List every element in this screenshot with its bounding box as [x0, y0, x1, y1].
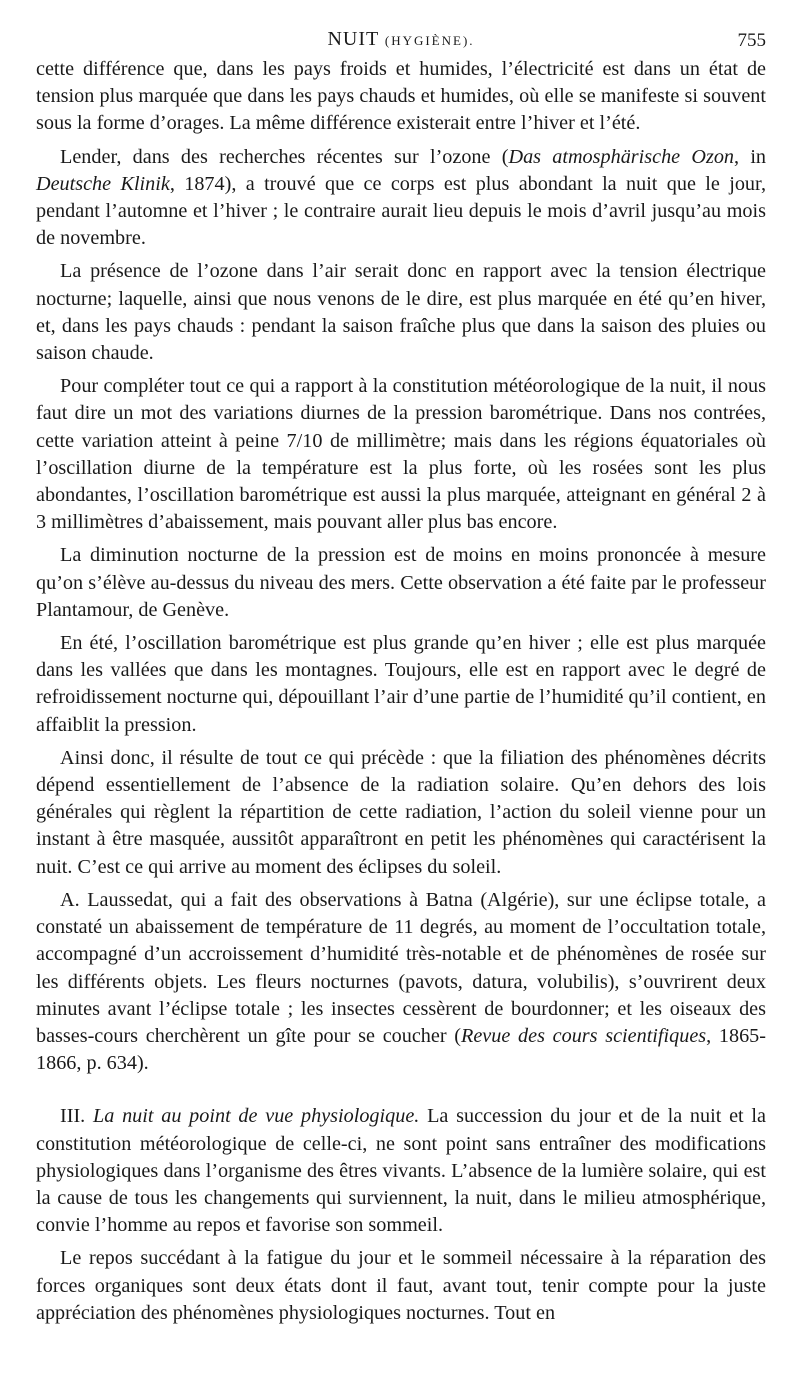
page-header — [36, 26, 766, 56]
paragraph: La diminution nocturne de la pression est de moins en moins prononcée à mesure qu’on s’élève au-dessus du niveau des mers. Cette observation a été faite par le professeur Plantamour, de Genève. — [36, 544, 766, 621]
running-title — [36, 28, 766, 51]
paragraph: En été, l’oscillation barométrique est plus grande qu’en hiver ; elle est plus marquée dans les vallées que dans les montagnes. Toujours, elle est en rapport avec le degré de refroidissement nocturne qui, dépouillant l’air d’une partie de l’humidité qu’il contient, en affaiblit la pression. — [36, 632, 766, 736]
citation-title: Deutsche Klinik — [36, 172, 170, 195]
paragraph: Ainsi donc, il résulte de tout ce qui précède : que la filiation des phénomènes décrits dépend essentiellement de l’absence de la radiation solaire. Qu’en dehors des lois générales qui règlent la répartition de cette radiation, l’action du soleil vienne pour un instant à être masquée, aussitôt apparaîtront en petit les phénomènes qui caractérisent la nuit. C’est ce qui arrive au moment des éclipses du soleil. — [36, 746, 766, 878]
book-page — [36, 26, 766, 1333]
section-heading-paragraph: III. La nuit au point de vue physiologique. La succession du jour et de la nuit et la constitution météorologique de celle-ci, ne sont point sans entraîner des modifications physiologiques dans l’organisme des êtres vivants. L’absence de la lumière solaire, qui est la cause de tous les changements qui surviennent, la nuit, dans le milieu atmosphérique, convie l’homme au repos et favorise son sommeil. — [36, 1105, 766, 1237]
paragraph: cette différence que, dans les pays froids et humides, l’électricité est dans un état de tension plus marquée que dans les pays chauds et humides, où elle se manifeste si souvent sous la forme d’orages. La même différence existerait entre l’hiver et l’été. — [36, 58, 766, 135]
citation-title: Revue des cours scientifiques — [461, 1024, 707, 1047]
running-title-subtitle: (HYGIÈNE). — [384, 33, 475, 48]
paragraph: La présence de l’ozone dans l’air serait donc en rapport avec la tension électrique nocturne; laquelle, ainsi que nous venons de le dire, est plus marquée en été qu’en hiver, et, dans les pays chauds : pendant la saison fraîche plus que dans la saison des pluies ou saison chaude. — [36, 260, 766, 365]
paragraph: Pour compléter tout ce qui a rapport à la constitution météorologique de la nuit, il nous faut dire un mot des variations diurnes de la pression barométrique. Dans nos contrées, cette variation atteint à peine 7/10 de millimètre; mais dans les régions équatoriales où l’oscillation diurne de la température est la plus forte, où les rosées sont les plus abondantes, l’oscillation barométrique est aussi la plus marquée, atteignant en général 2 à 3 millimètres d’abaissement, mais pouvant aller plus bas encore. — [36, 375, 766, 534]
paragraph: Lender, dans des recherches récentes sur l’ozone (Das atmosphärische Ozon, in Deutsche Klinik, 1874), a trouvé que ce corps est plus abondant la nuit que le jour, pendant l’automne et l’hiver ; le contraire aurait lieu depuis le mois d’avril jusqu’au mois de novembre. — [36, 145, 767, 250]
page-number: 755 — [737, 30, 766, 51]
paragraph: Le repos succédant à la fatigue du jour et le sommeil nécessaire à la réparation des forces organiques sont deux états dont il faut, avant tout, tenir compte pour la juste appréciation des phénomènes physiologiques nocturnes. Tout en — [36, 1247, 766, 1324]
body-text — [36, 56, 766, 1327]
citation-title: Das atmosphärische Ozon — [508, 145, 735, 168]
running-title-main: NUIT — [327, 28, 379, 50]
paragraph: A. Laussedat, qui a fait des observations à Batna (Algérie), sur une éclipse totale, a constaté un abaissement de température de 11 degrés, au moment de l’occultation totale, accompagné d’un accroissement d’humidité très-notable et de phénomènes de rosée sur les différents objets. Les fleurs nocturnes (pavots, datura, volubilis), s’ouvrirent deux minutes avant l’éclipse totale ; les insectes cessèrent de bourdonner; et les oiseaux des basses-cours cherchèrent un gîte pour se coucher (Revue des cours scientifiques, 1865-1866, p. 634). — [36, 888, 766, 1075]
section-title: La nuit au point de vue physiologique. — [92, 1105, 420, 1128]
